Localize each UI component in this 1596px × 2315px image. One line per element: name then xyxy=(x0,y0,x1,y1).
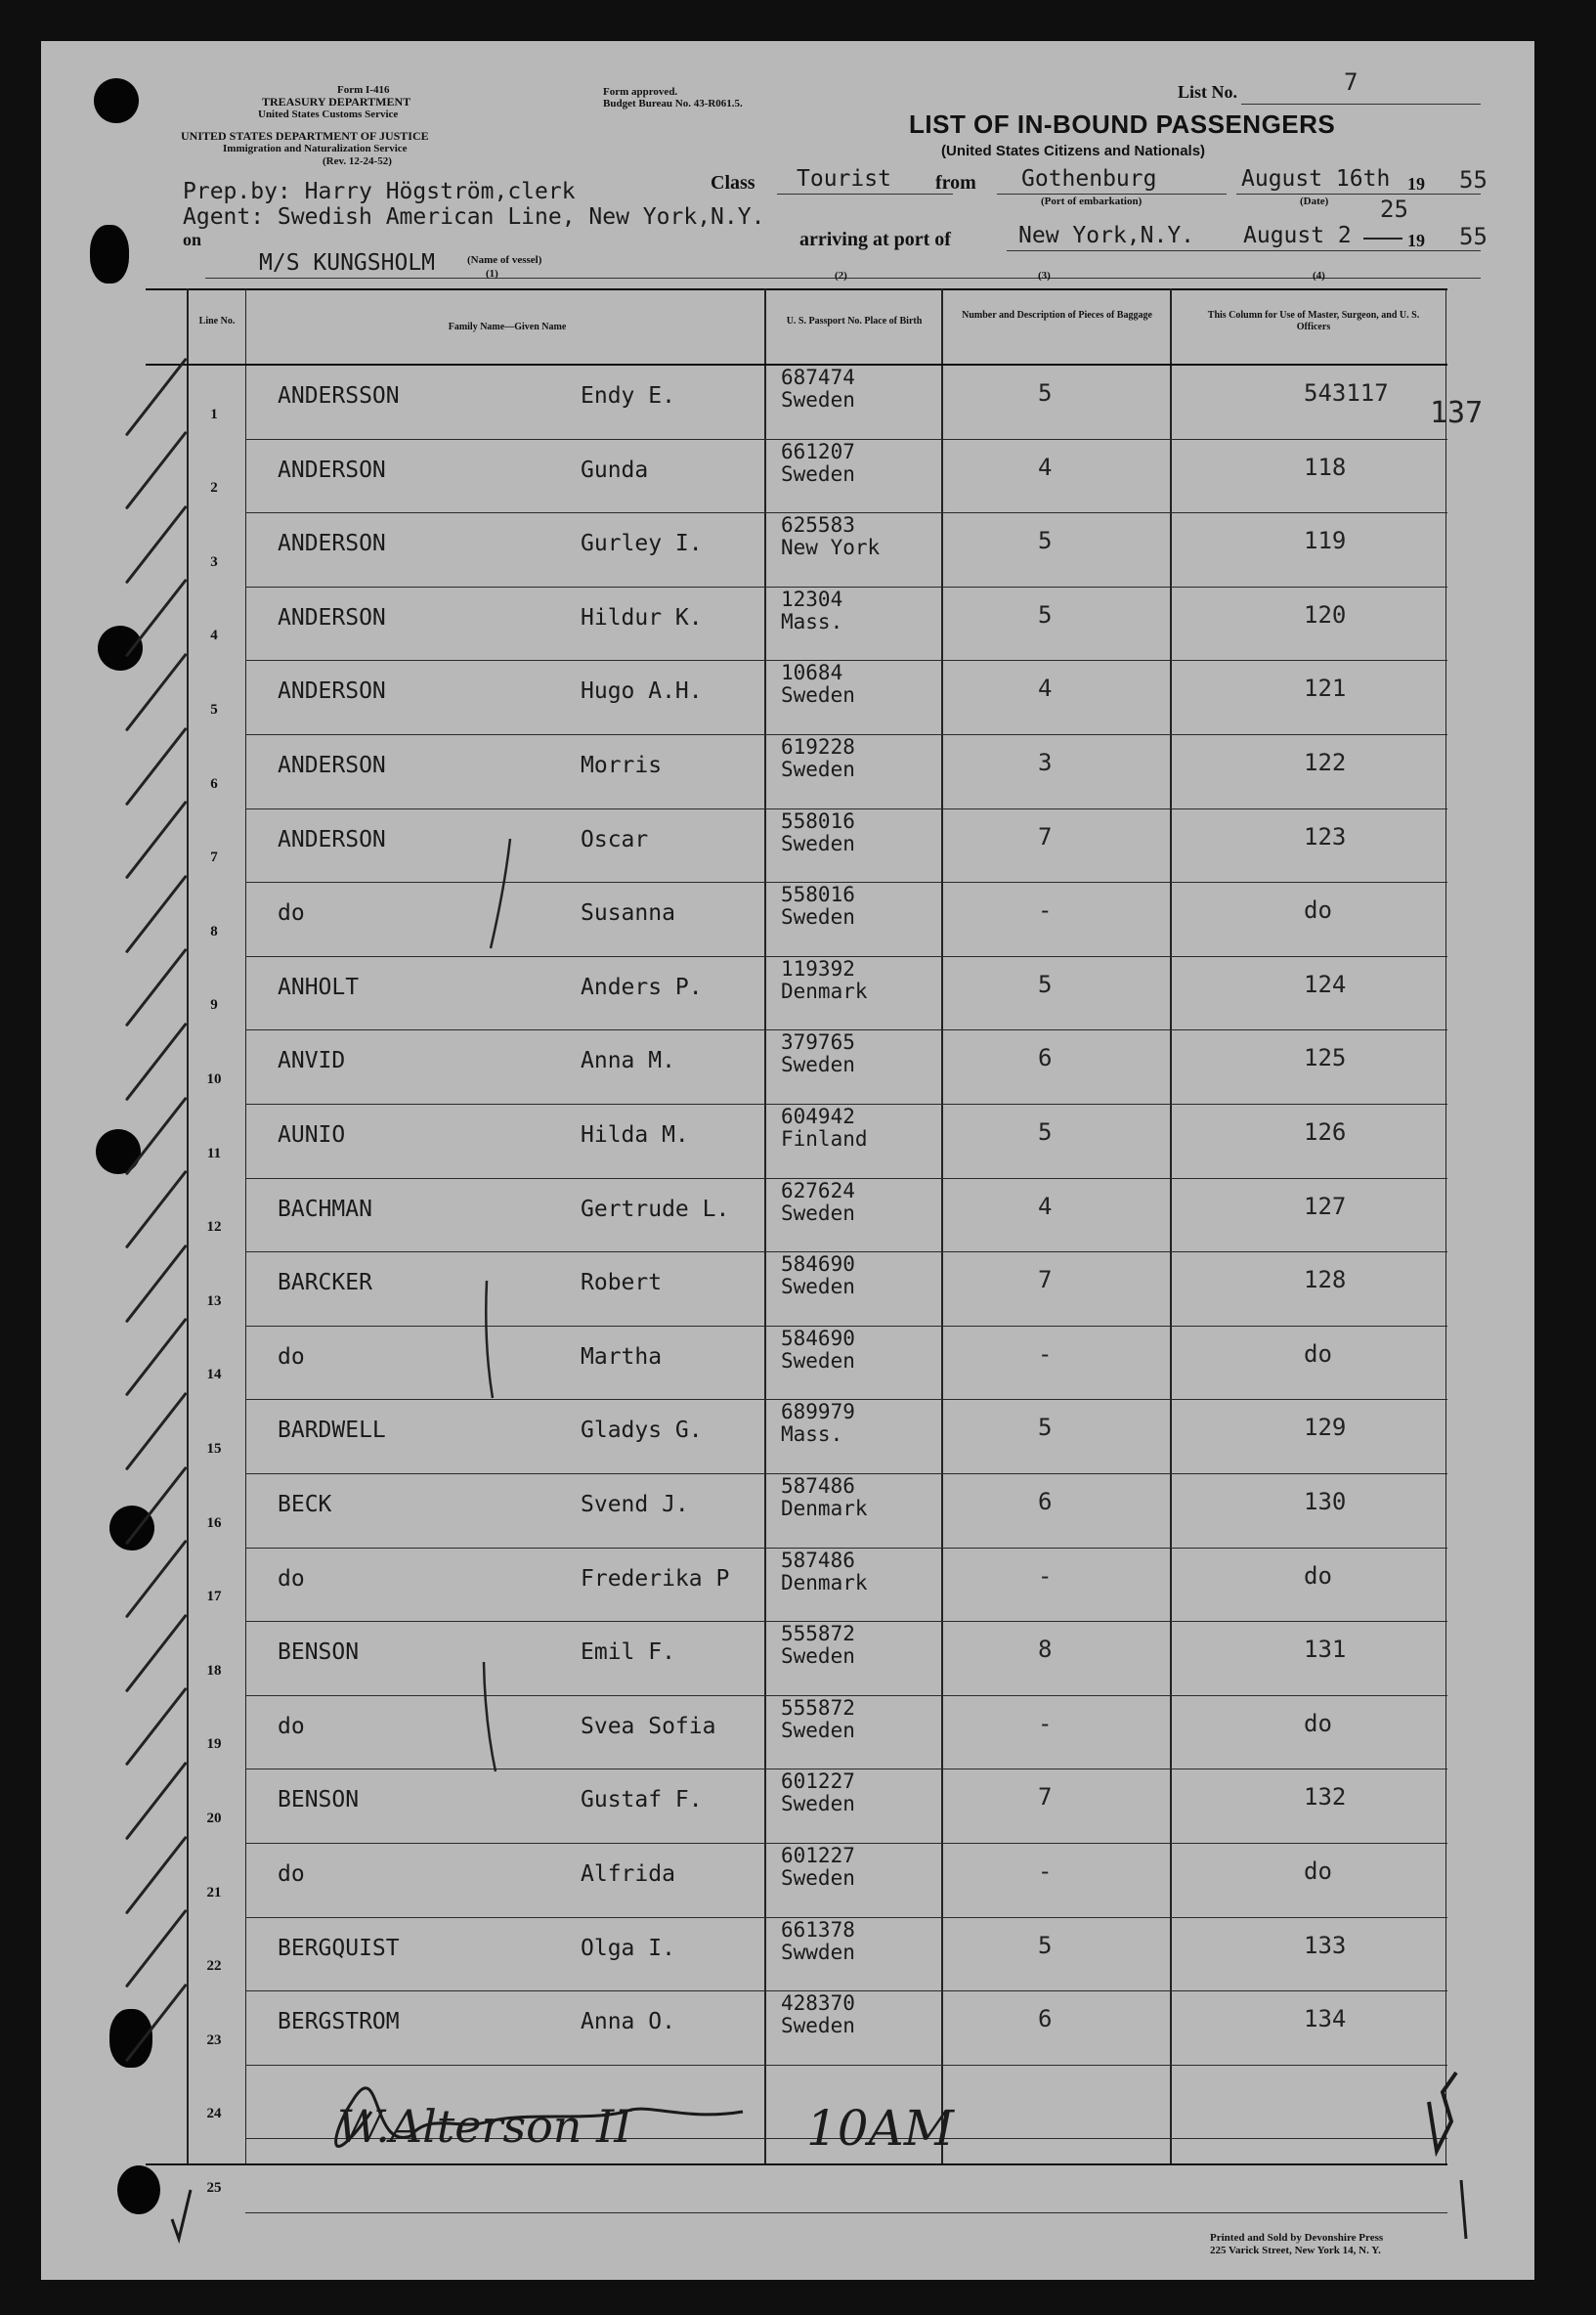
passport-number: 601227 xyxy=(781,1769,855,1794)
given-name: Anna M. xyxy=(581,1048,675,1074)
agent: Agent: Swedish American Line, New York,N.Y. xyxy=(183,204,765,230)
line-number: 3 xyxy=(210,553,218,570)
place-of-birth: Mass. xyxy=(781,609,843,633)
line-number: 21 xyxy=(206,1884,222,1900)
family-name: ANDERSON xyxy=(278,753,386,778)
departure-year: 55 xyxy=(1459,166,1488,194)
caption-2: (2) xyxy=(835,270,847,282)
table-row xyxy=(146,1030,1447,1105)
family-name: ANVID xyxy=(278,1048,346,1074)
family-name: do xyxy=(278,1713,305,1739)
printer-credit-1: Printed and Sold by Devonshire Press xyxy=(1210,2232,1384,2244)
place-of-birth: Sweden xyxy=(781,2014,855,2038)
passport-number: 587486 xyxy=(781,1548,855,1572)
line-number: 19 xyxy=(206,1736,222,1753)
passport-number: 687474 xyxy=(781,366,855,389)
passport-number: 584690 xyxy=(781,1326,855,1350)
family-name: BERGSTROM xyxy=(278,2009,400,2035)
line-number: 4 xyxy=(210,628,218,644)
ins-heading: Immigration and Naturalization Service xyxy=(223,143,408,154)
passport-number: 584690 xyxy=(781,1252,855,1277)
date-line xyxy=(1236,194,1481,195)
column-header-baggage: Number and Description of Pieces of Baggage xyxy=(962,310,1152,321)
family-name: ANDERSSON xyxy=(278,383,400,409)
place-of-birth: Sweden xyxy=(781,1201,855,1225)
given-name: Hugo A.H. xyxy=(581,678,703,705)
family-name: AUNIO xyxy=(278,1122,346,1148)
passport-number: 555872 xyxy=(781,1695,855,1720)
line-number: 9 xyxy=(210,997,218,1014)
line-number: 6 xyxy=(210,775,218,792)
place-of-birth: Mass. xyxy=(781,1422,843,1447)
baggage-count: 6 xyxy=(1038,1044,1053,1072)
table-row xyxy=(146,1400,1447,1474)
family-name: BECK xyxy=(278,1492,332,1517)
family-name: BARCKER xyxy=(278,1270,372,1296)
table-row xyxy=(146,1105,1447,1179)
family-name: BENSON xyxy=(278,1639,360,1666)
given-name: Hilda M. xyxy=(581,1122,689,1148)
place-of-birth: New York xyxy=(781,536,881,560)
table-row xyxy=(146,1918,1447,1992)
table-row xyxy=(146,1474,1447,1549)
place-of-birth: Sweden xyxy=(781,388,855,412)
port-caption: (Port of embarkation) xyxy=(1041,196,1143,207)
line-number: 17 xyxy=(206,1589,222,1605)
table-row xyxy=(146,1327,1447,1401)
column-header-name: Family Name—Given Name xyxy=(448,322,567,332)
signature-time: 10AM xyxy=(806,2100,954,2157)
baggage-count: 5 xyxy=(1038,1118,1053,1146)
family-name: BARDWELL xyxy=(278,1418,386,1444)
table-row xyxy=(146,1549,1447,1623)
passport-number: 619228 xyxy=(781,735,855,759)
given-name: Emil F. xyxy=(581,1639,675,1666)
table-row xyxy=(146,1179,1447,1253)
given-name: Gladys G. xyxy=(581,1418,703,1444)
family-name: do xyxy=(278,900,305,927)
baggage-count: 5 xyxy=(1038,379,1053,407)
officer-entry: do xyxy=(1304,1561,1332,1590)
revision: (Rev. 12-24-52) xyxy=(323,155,392,167)
from-line xyxy=(997,194,1227,195)
officer-entry: 124 xyxy=(1304,970,1347,998)
form-approved: Form approved. xyxy=(603,86,678,98)
baggage-count: 5 xyxy=(1038,600,1053,629)
given-name: Oscar xyxy=(581,826,649,852)
baggage-count: 4 xyxy=(1038,453,1053,481)
punch-hole xyxy=(98,626,143,671)
arrival-day-correction: 25 xyxy=(1380,196,1408,223)
given-name: Olga I. xyxy=(581,1935,675,1961)
officer-entry: do xyxy=(1304,1857,1332,1885)
officer-entry: 122 xyxy=(1304,749,1347,776)
family-name: do xyxy=(278,1343,305,1370)
table-row xyxy=(146,883,1447,957)
line-number: 1 xyxy=(210,406,218,422)
passenger-table xyxy=(146,249,1447,2196)
table-row xyxy=(146,1991,1447,2066)
column-header-line: Line No. xyxy=(198,316,236,327)
table-bottom-border xyxy=(146,2163,1447,2165)
officer-entry: do xyxy=(1304,1339,1332,1368)
port-of-embarkation: Gothenburg xyxy=(1021,166,1157,192)
table-row xyxy=(146,1844,1447,1918)
vessel-caption: (Name of vessel) xyxy=(467,254,542,266)
baggage-count: 4 xyxy=(1038,675,1053,703)
given-name: Gunda xyxy=(581,457,649,483)
table-row xyxy=(146,588,1447,662)
family-name: ANHOLT xyxy=(278,974,360,1000)
line-number: 16 xyxy=(206,1514,222,1531)
line-number: 13 xyxy=(206,1292,222,1309)
table-row xyxy=(146,513,1447,588)
family-name: ANDERSON xyxy=(278,826,386,852)
doj-heading: UNITED STATES DEPARTMENT OF JUSTICE xyxy=(181,129,429,143)
family-name: do xyxy=(278,1861,305,1887)
family-name: ANDERSON xyxy=(278,678,386,705)
passport-number: 558016 xyxy=(781,883,855,907)
table-row xyxy=(146,440,1447,514)
given-name: Hildur K. xyxy=(581,604,703,631)
line-number: 18 xyxy=(206,1662,222,1679)
officer-entry: do xyxy=(1304,1709,1332,1737)
given-name: Gertrude L. xyxy=(581,1196,730,1222)
table-row xyxy=(146,957,1447,1031)
table-row xyxy=(146,1696,1447,1770)
passport-number: 10684 xyxy=(781,661,843,685)
line-number: 23 xyxy=(206,2031,222,2048)
family-name: BENSON xyxy=(278,1787,360,1813)
baggage-count: - xyxy=(1038,1857,1053,1885)
arrival-year: 55 xyxy=(1459,223,1488,250)
place-of-birth: Denmark xyxy=(781,979,868,1003)
line-number: 22 xyxy=(206,1958,222,1975)
officer-entry: 134 xyxy=(1304,2005,1347,2033)
family-name: BERGQUIST xyxy=(278,1935,400,1961)
list-no-value: 7 xyxy=(1344,68,1359,96)
officer-entry: 126 xyxy=(1304,1118,1347,1146)
given-name: Susanna xyxy=(581,900,675,927)
passport-number: 587486 xyxy=(781,1474,855,1498)
year-prefix: 19 xyxy=(1407,174,1425,194)
baggage-count: 6 xyxy=(1038,1488,1053,1515)
officer-entry: 130 xyxy=(1304,1488,1347,1515)
line-number: 14 xyxy=(206,1367,222,1383)
given-name: Svea Sofia xyxy=(581,1713,716,1739)
family-name: ANDERSON xyxy=(278,531,386,557)
family-name: ANDERSON xyxy=(278,457,386,483)
line-number: 8 xyxy=(210,923,218,939)
officer-entry: do xyxy=(1304,896,1332,925)
column-header-passport: U. S. Passport No. Place of Birth xyxy=(786,316,923,327)
vessel-name: M/S KUNGSHOLM xyxy=(259,250,436,276)
family-name: ANDERSON xyxy=(278,604,386,631)
line-number: 24 xyxy=(206,2106,222,2122)
caption-1: (1) xyxy=(486,268,498,280)
given-name: Gustaf F. xyxy=(581,1787,703,1813)
family-name: do xyxy=(278,1565,305,1592)
place-of-birth: Sweden xyxy=(781,683,855,708)
document-subtitle: (United States Citizens and Nationals) xyxy=(941,143,1206,159)
class-label: Class xyxy=(711,172,755,194)
place-of-birth: Finland xyxy=(781,1127,868,1151)
baggage-count: 4 xyxy=(1038,1192,1053,1220)
officer-entry: 129 xyxy=(1304,1414,1347,1442)
passport-number: 689979 xyxy=(781,1400,855,1424)
place-of-birth: Sweden xyxy=(781,1792,855,1816)
officer-entry: 121 xyxy=(1304,675,1347,703)
table-top-border xyxy=(146,288,1447,290)
passport-number: 625583 xyxy=(781,513,855,538)
place-of-birth: Denmark xyxy=(781,1497,868,1520)
budget-bureau: Budget Bureau No. 43-R061.5. xyxy=(603,98,743,109)
officer-entry: 119 xyxy=(1304,527,1347,555)
officer-entry: 133 xyxy=(1304,1931,1347,1959)
baggage-count: 6 xyxy=(1038,2005,1053,2033)
prepared-by: Prep.by: Harry Högström,clerk xyxy=(183,179,576,204)
list-no-label: List No. xyxy=(1178,82,1238,102)
officer-entry: 123 xyxy=(1304,822,1347,851)
arrival-date: August 2 xyxy=(1243,223,1352,248)
given-name: Anders P. xyxy=(581,974,703,1000)
given-name: Endy E. xyxy=(581,383,675,409)
from-label: from xyxy=(935,172,976,194)
baggage-count: 7 xyxy=(1038,1783,1053,1812)
line-number: 5 xyxy=(210,701,218,718)
officer-entry: 120 xyxy=(1304,600,1347,629)
treasury-dept: TREASURY DEPARTMENT xyxy=(262,95,411,109)
caption-3: (3) xyxy=(1038,270,1051,282)
place-of-birth: Swwden xyxy=(781,1940,855,1964)
given-name: Svend J. xyxy=(581,1492,689,1517)
table-row xyxy=(146,809,1447,884)
baggage-count: 5 xyxy=(1038,1414,1053,1442)
punch-hole xyxy=(96,1129,141,1174)
baggage-count: 7 xyxy=(1038,822,1053,851)
family-name: BACHMAN xyxy=(278,1196,372,1222)
arrival-port: New York,N.Y. xyxy=(1018,223,1195,248)
baggage-count: - xyxy=(1038,1561,1053,1590)
passport-number: 119392 xyxy=(781,956,855,981)
officer-entry: 118 xyxy=(1304,453,1347,481)
given-name: Frederika P xyxy=(581,1565,730,1592)
on-label: on xyxy=(183,230,202,249)
given-name: Anna O. xyxy=(581,2009,675,2035)
column-header-officers: This Column for Use of Master, Surgeon, and U. S. Officers xyxy=(1207,310,1420,332)
class-value: Tourist xyxy=(797,166,891,192)
line-number: 11 xyxy=(206,1145,222,1161)
place-of-birth: Denmark xyxy=(781,1570,868,1594)
baggage-count: - xyxy=(1038,1709,1053,1737)
place-of-birth: Sweden xyxy=(781,461,855,486)
passport-number: 604942 xyxy=(781,1105,855,1128)
passport-number: 601227 xyxy=(781,1844,855,1867)
table-row xyxy=(146,1622,1447,1696)
given-name: Martha xyxy=(581,1343,663,1370)
departure-date: August 16th xyxy=(1241,166,1391,192)
passport-number: 627624 xyxy=(781,1178,855,1202)
printer-credit-2: 225 Varick Street, New York 14, N. Y. xyxy=(1210,2245,1381,2256)
baggage-count: - xyxy=(1038,896,1053,925)
table-row xyxy=(146,1769,1447,1844)
passport-number: 428370 xyxy=(781,1991,855,2016)
punch-hole xyxy=(94,78,139,123)
officer-entry: 132 xyxy=(1304,1783,1347,1812)
given-name: Gurley I. xyxy=(581,531,703,557)
caption-4: (4) xyxy=(1313,270,1325,282)
strikeout xyxy=(1363,238,1402,240)
table-row xyxy=(146,661,1447,735)
place-of-birth: Sweden xyxy=(781,758,855,781)
side-number: 137 xyxy=(1430,396,1484,430)
baggage-count: 7 xyxy=(1038,1266,1053,1294)
baggage-count: 8 xyxy=(1038,1636,1053,1664)
baggage-count: 5 xyxy=(1038,527,1053,555)
passport-number: 661207 xyxy=(781,439,855,463)
passport-number: 661378 xyxy=(781,1917,855,1942)
officer-entry: 543117 xyxy=(1304,379,1389,407)
year-prefix-2: 19 xyxy=(1407,231,1425,250)
punch-hole xyxy=(90,225,129,284)
given-name: Morris xyxy=(581,753,663,778)
line-number: 25 xyxy=(206,2179,222,2196)
passport-number: 12304 xyxy=(781,587,843,611)
passport-number: 555872 xyxy=(781,1622,855,1646)
table-row xyxy=(146,366,1447,440)
given-name: Robert xyxy=(581,1270,663,1296)
document-title: LIST OF IN-BOUND PASSENGERS xyxy=(909,109,1336,139)
line-number: 12 xyxy=(206,1219,222,1236)
given-name: Alfrida xyxy=(581,1861,675,1887)
line-number: 7 xyxy=(210,850,218,866)
table-row xyxy=(146,1252,1447,1327)
place-of-birth: Sweden xyxy=(781,1348,855,1373)
baggage-count: 3 xyxy=(1038,749,1053,776)
passport-number: 379765 xyxy=(781,1030,855,1055)
form-number: Form I-416 xyxy=(337,84,390,96)
date-caption: (Date) xyxy=(1300,196,1329,207)
line-number: 10 xyxy=(206,1070,222,1087)
passport-number: 558016 xyxy=(781,808,855,833)
officer-entry: 128 xyxy=(1304,1266,1347,1294)
officer-entry: 131 xyxy=(1304,1636,1347,1664)
baggage-count: - xyxy=(1038,1339,1053,1368)
officer-entry: 125 xyxy=(1304,1044,1347,1072)
place-of-birth: Sweden xyxy=(781,1275,855,1299)
table-row xyxy=(146,735,1447,809)
line-number: 20 xyxy=(206,1810,222,1826)
baggage-count: 5 xyxy=(1038,1931,1053,1959)
signature: W.Alterson II xyxy=(337,2100,632,2153)
place-of-birth: Sweden xyxy=(781,831,855,855)
row-divider xyxy=(245,2212,1447,2213)
arriving-label: arriving at port of xyxy=(799,229,951,250)
line-number: 2 xyxy=(210,480,218,497)
place-of-birth: Sweden xyxy=(781,905,855,930)
class-line xyxy=(777,194,953,195)
customs-service: United States Customs Service xyxy=(258,109,399,120)
place-of-birth: Sweden xyxy=(781,1053,855,1077)
place-of-birth: Sweden xyxy=(781,1866,855,1890)
list-no-line xyxy=(1241,104,1481,105)
place-of-birth: Sweden xyxy=(781,1644,855,1669)
line-number: 15 xyxy=(206,1440,222,1457)
officer-entry: 127 xyxy=(1304,1192,1347,1220)
baggage-count: 5 xyxy=(1038,970,1053,998)
place-of-birth: Sweden xyxy=(781,1718,855,1742)
